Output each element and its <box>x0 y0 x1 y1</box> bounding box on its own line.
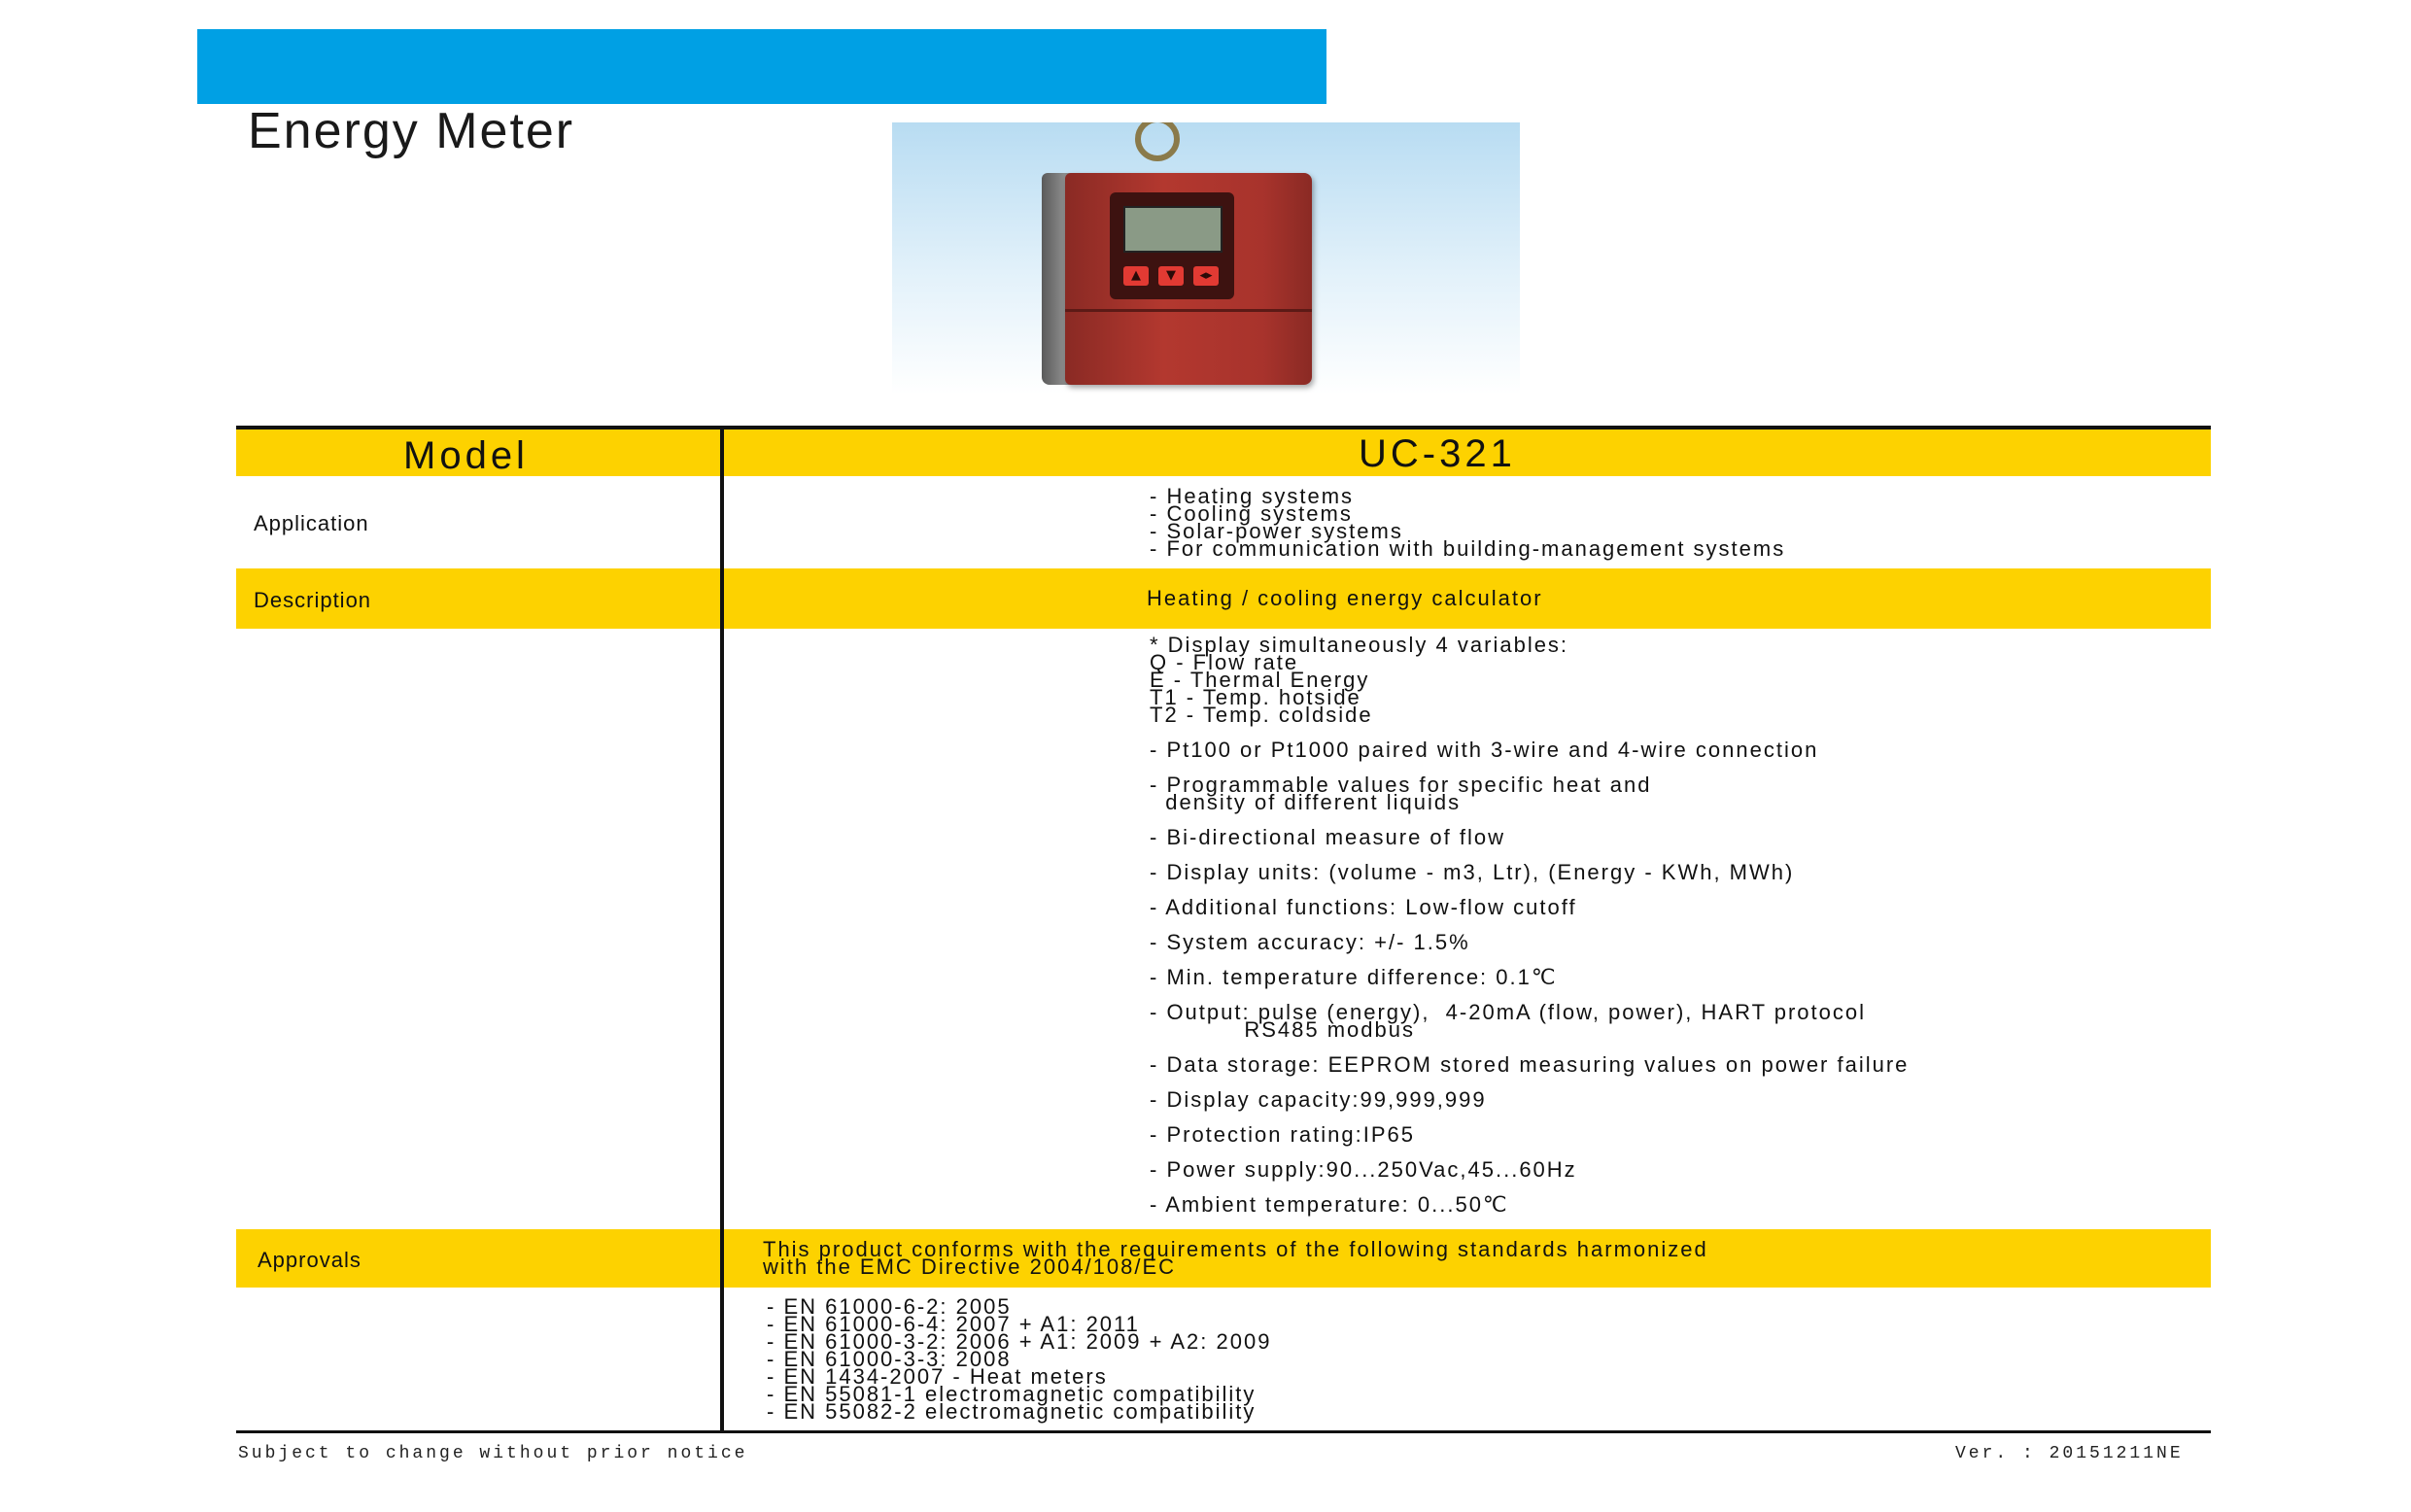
model-header-label: Model <box>403 434 529 477</box>
feature-text: - Display units: (volume - m3, Ltr), (Energy - KWh, MWh) <box>1150 860 1795 884</box>
feature-item <box>1150 1122 1416 1147</box>
feature-item <box>1150 825 1506 849</box>
list-item: - Cooling systems <box>1150 501 1353 526</box>
description-value: Heating / cooling energy calculator <box>1147 586 1543 610</box>
feature-text: - System accuracy: +/- 1.5% <box>1150 930 1470 954</box>
approvals-intro-line: with the EMC Directive 2004/108/EC <box>763 1254 1177 1279</box>
page-title: Energy Meter <box>248 103 575 159</box>
feature-text: - Protection rating:IP65 <box>1150 1122 1416 1147</box>
model-header-value: UC-321 <box>1359 432 1516 475</box>
list-item: T1 - Temp. hotside <box>1150 685 1361 709</box>
list-item: - EN 1434-2007 - Heat meters <box>767 1364 1108 1389</box>
list-item: T2 - Temp. coldside <box>1150 703 1373 727</box>
up-arrow-icon: ▲ <box>1123 266 1149 286</box>
approvals-intro-line: This product conforms with the requirements of the following standards harmonized <box>763 1237 1708 1261</box>
product-photo <box>892 122 1520 395</box>
feature-text: - Bi-directional measure of flow <box>1150 825 1506 849</box>
down-arrow-icon: ▼ <box>1158 266 1184 286</box>
feature-item <box>1150 1000 1867 1042</box>
feature-item <box>1150 895 1577 919</box>
approvals-label: Approvals <box>258 1248 362 1272</box>
feature-text: - Ambient temperature: 0...50℃ <box>1150 1192 1509 1217</box>
list-item: - EN 61000-3-2: 2006 + A1: 2009 + A2: 2009 <box>767 1329 1272 1354</box>
list-item: - EN 55082-2 electromagnetic compatibility <box>767 1399 1257 1424</box>
feature-item <box>1150 930 1470 954</box>
device-front-panel <box>1110 192 1234 299</box>
feature-text: - Pt100 or Pt1000 paired with 3-wire and 4-wire connection <box>1150 738 1819 762</box>
feature-text: density of different liquids <box>1150 790 1462 814</box>
list-item: * Display simultaneously 4 variables: <box>1150 633 1569 657</box>
feature-text: - Output: pulse (energy), 4-20mA (flow, power), HART protocol <box>1150 1000 1867 1024</box>
feature-item <box>1150 860 1795 884</box>
list-item: - EN 61000-6-2: 2005 <box>767 1294 1012 1319</box>
footer-notice: Subject to change without prior notice <box>238 1444 748 1463</box>
brand-color-bar <box>197 29 1326 104</box>
display-variables-block <box>1150 633 1569 727</box>
list-item: - EN 61000-3-3: 2008 <box>767 1347 1012 1371</box>
feature-item <box>1150 1052 1910 1077</box>
table-bottom-rule <box>236 1430 2211 1433</box>
feature-text: - Programmable values for specific heat and <box>1150 773 1652 797</box>
feature-text: - Display capacity:99,999,999 <box>1150 1087 1487 1112</box>
list-item: - Heating systems <box>1150 484 1355 508</box>
mounting-ring <box>1135 122 1180 161</box>
list-item: - For communication with building-management systems <box>1150 536 1786 561</box>
footer-version: Ver. : 20151211NE <box>1955 1444 2184 1463</box>
feature-text: RS485 modbus <box>1150 1017 1415 1042</box>
standards-list <box>767 1294 1272 1424</box>
list-item: - EN 55081-1 electromagnetic compatibility <box>767 1382 1257 1406</box>
feature-text: - Additional functions: Low-flow cutoff <box>1150 895 1577 919</box>
left-right-arrow-icon: ◂▸ <box>1193 266 1219 286</box>
list-item: - EN 61000-6-4: 2007 + A1: 2011 <box>767 1312 1140 1336</box>
feature-item <box>1150 738 1819 762</box>
table-column-divider <box>720 426 724 1430</box>
application-list <box>1150 484 1786 561</box>
description-label: Description <box>254 588 372 612</box>
list-item: Q - Flow rate <box>1150 650 1299 674</box>
feature-text: - Data storage: EEPROM stored measuring values on power failure <box>1150 1052 1910 1077</box>
feature-item <box>1150 773 1652 814</box>
approvals-intro <box>763 1237 1708 1279</box>
list-item: E - Thermal Energy <box>1150 668 1370 692</box>
feature-item <box>1150 1192 1509 1217</box>
device-housing <box>1065 173 1312 385</box>
list-item: - Solar-power systems <box>1150 519 1403 543</box>
feature-item <box>1150 965 1558 989</box>
header-row-bg <box>236 430 2211 476</box>
feature-item <box>1150 1087 1487 1112</box>
device-seam <box>1065 309 1312 312</box>
application-label: Application <box>254 511 369 535</box>
feature-text: - Power supply:90...250Vac,45...60Hz <box>1150 1157 1577 1182</box>
feature-item <box>1150 1157 1577 1182</box>
device-lcd-display <box>1123 206 1223 253</box>
feature-text: - Min. temperature difference: 0.1℃ <box>1150 965 1558 989</box>
